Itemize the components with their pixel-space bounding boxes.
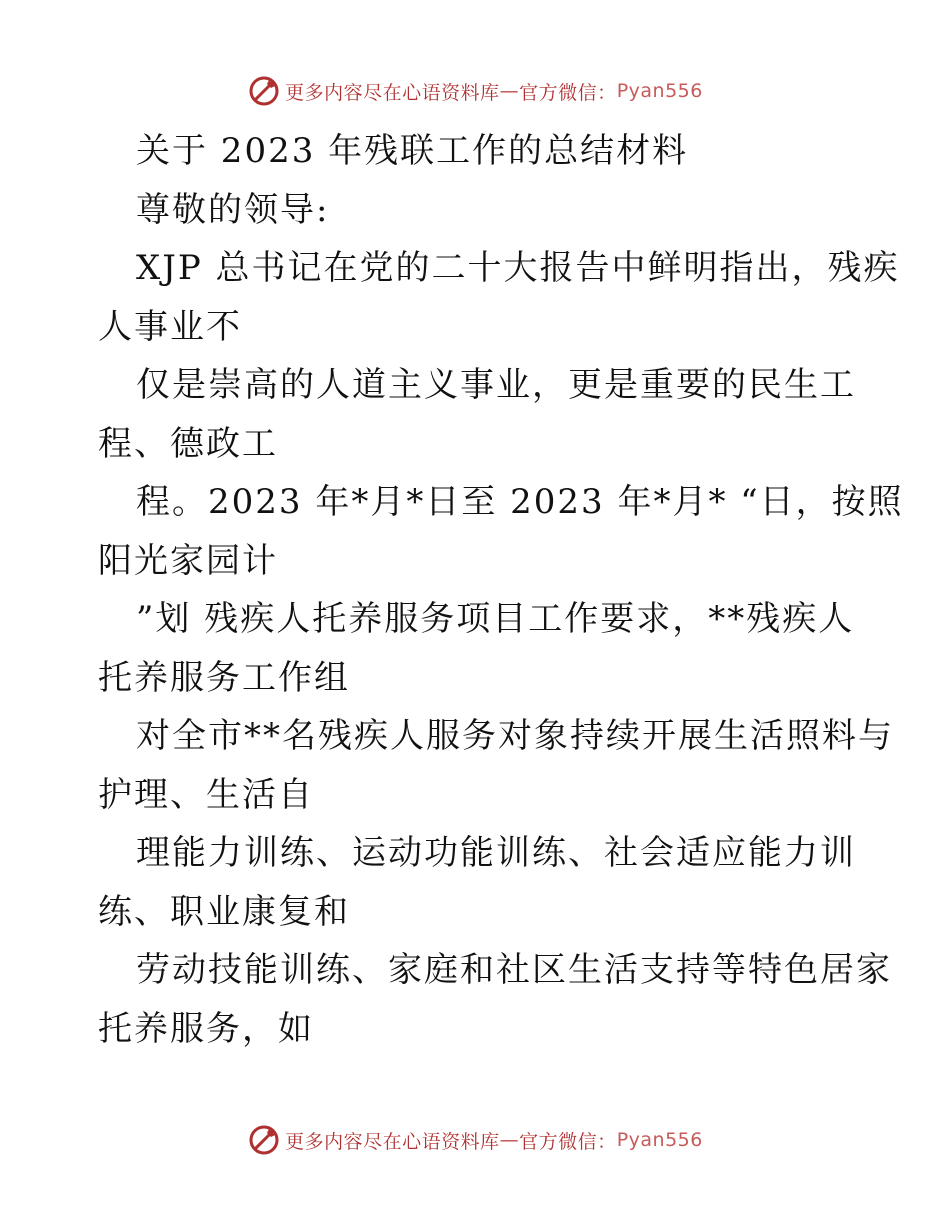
- watermark-site-text: 更多内容尽在心语资料库: [285, 1130, 500, 1153]
- doc-title: 关于 2023 年残联工作的总结材料: [136, 131, 689, 171]
- pen-logo-icon: [247, 1123, 281, 1157]
- doc-line: XJP 总书记在党的二十大报告中鲜明指出，残疾: [136, 248, 900, 288]
- doc-line: 练、职业康复和: [98, 891, 350, 932]
- doc-line: 理能力训练、运动功能训练、社会适应能力训: [136, 833, 856, 873]
- doc-line: 托养服务，如: [98, 1008, 314, 1049]
- document-body: [98, 122, 904, 1058]
- doc-line: 程、德政工: [98, 423, 278, 464]
- watermark-header: [0, 71, 950, 111]
- watermark-separator: —: [499, 80, 520, 102]
- doc-line: 对全市**名残疾人服务对象持续开展生活照料与: [136, 716, 894, 756]
- watermark-wechat-id: Pyan556: [616, 1129, 703, 1151]
- doc-line: 劳动技能训练、家庭和社区生活支持等特色居家: [136, 950, 892, 990]
- watermark-wechat-id: Pyan556: [616, 80, 703, 102]
- doc-line: 托养服务工作组: [98, 657, 350, 698]
- pen-logo-icon: [247, 74, 281, 108]
- doc-salutation: 尊敬的领导:: [136, 189, 330, 230]
- doc-line: 程。2023 年*月*日至 2023 年*月* “日，按照: [136, 482, 904, 522]
- doc-line: 人事业不: [98, 306, 242, 347]
- watermark-wechat-label: 官方微信：: [519, 81, 617, 104]
- doc-line: 阳光家园计: [98, 540, 278, 581]
- watermark-footer: [0, 1120, 950, 1160]
- watermark-site-text: 更多内容尽在心语资料库: [285, 81, 500, 104]
- watermark-wechat-label: 官方微信：: [519, 1130, 617, 1153]
- doc-line: 仅是崇高的人道主义事业，更是重要的民生工: [136, 365, 856, 405]
- watermark-separator: —: [499, 1129, 520, 1151]
- doc-line: ”划 残疾人托养服务项目工作要求，**残疾人: [136, 599, 855, 639]
- doc-line: 护理、生活自: [98, 774, 314, 815]
